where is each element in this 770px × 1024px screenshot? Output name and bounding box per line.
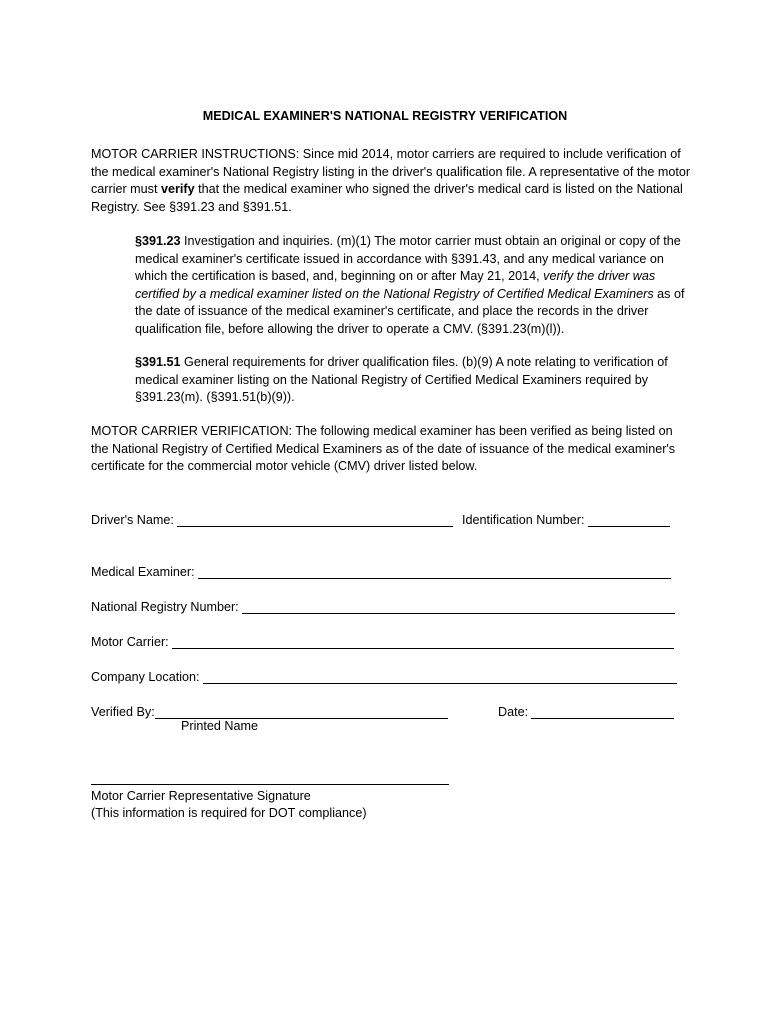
instructions-intro: MOTOR CARRIER INSTRUCTIONS: Since mid 2014, motor carriers are required to include verification of the medical examiner's National Registry listing in the driver's qualification file. A representative of the motor carrier must (91, 147, 691, 196)
document-title: MEDICAL EXAMINER'S NATIONAL REGISTRY VERIFICATION (202, 109, 568, 123)
drivers-name-label: Driver's Name: (91, 513, 174, 527)
instructions-paragraph (91, 146, 691, 216)
company-location-input-line[interactable] (203, 670, 677, 684)
identification-number-input-line[interactable] (588, 513, 670, 527)
drivers-name-field (91, 509, 453, 527)
medical-examiner-field (91, 561, 671, 579)
verified-by-input-line[interactable] (155, 705, 448, 719)
date-input-line[interactable] (531, 705, 674, 719)
verified-by-field (91, 701, 448, 719)
signature-line[interactable] (91, 784, 449, 785)
instructions-rest: that the medical examiner who signed the driver's medical card is listed on the National Registry. See §391.23 and §391.51. (91, 182, 683, 214)
section-39123-ref: §391.23 (135, 234, 181, 248)
national-registry-number-label: National Registry Number: (91, 600, 239, 614)
medical-examiner-label: Medical Examiner: (91, 565, 195, 579)
section-39123-italic: verify the driver was certified by a medical examiner listed on the National Registry of Certified Medical Examiners (135, 269, 656, 301)
company-location-label: Company Location: (91, 670, 200, 684)
date-label: Date: (498, 705, 529, 719)
signature-label: Motor Carrier Representative Signature (91, 789, 311, 803)
company-location-field (91, 666, 677, 684)
section-39151-paragraph (135, 354, 690, 407)
section-39151-ref: §391.51 (135, 355, 181, 369)
national-registry-number-input-line[interactable] (242, 600, 675, 614)
verified-by-label: Verified By: (91, 705, 155, 719)
section-39123-paragraph (135, 233, 690, 338)
medical-examiner-input-line[interactable] (198, 565, 671, 579)
compliance-note: (This information is required for DOT compliance) (91, 806, 367, 820)
section-39123-text2: as of the date of issuance of the medical examiner's certificate, and place the records in the driver qualification file, before allowing the driver to operate a CMV. (§391.23(m)(l)). (135, 286, 685, 336)
motor-carrier-label: Motor Carrier: (91, 635, 169, 649)
motor-carrier-input-line[interactable] (172, 635, 674, 649)
drivers-name-input-line[interactable] (177, 513, 453, 527)
national-registry-number-field (91, 596, 675, 614)
section-39123-text1: Investigation and inquiries. (m)(1) The motor carrier must obtain an original or copy of the medical examiner's certificate issued in accordance with §391.43, and any medical variance on which the certification is based, and, beginning on or after May 21, 2014, (135, 234, 681, 283)
date-field (498, 701, 674, 719)
printed-name-caption: Printed Name (181, 719, 258, 733)
section-39151-text: General requirements for driver qualification files. (b)(9) A note relating to verification of medical examiner listing on the National Registry of Certified Medical Examiners required by §391.23(m). (§391.51(b)(9)). (135, 355, 668, 404)
identification-number-label: Identification Number: (462, 513, 585, 527)
instructions-verify-bold: verify (160, 182, 195, 196)
motor-carrier-field (91, 631, 674, 649)
verification-paragraph: MOTOR CARRIER VERIFICATION: The following medical examiner has been verified as being listed on the National Registry of Certified Medical Examiners as of the date of issuance of the medical examiner's certificate for the commercial motor vehicle (CMV) driver listed below. (91, 424, 676, 473)
identification-number-field (462, 509, 670, 527)
